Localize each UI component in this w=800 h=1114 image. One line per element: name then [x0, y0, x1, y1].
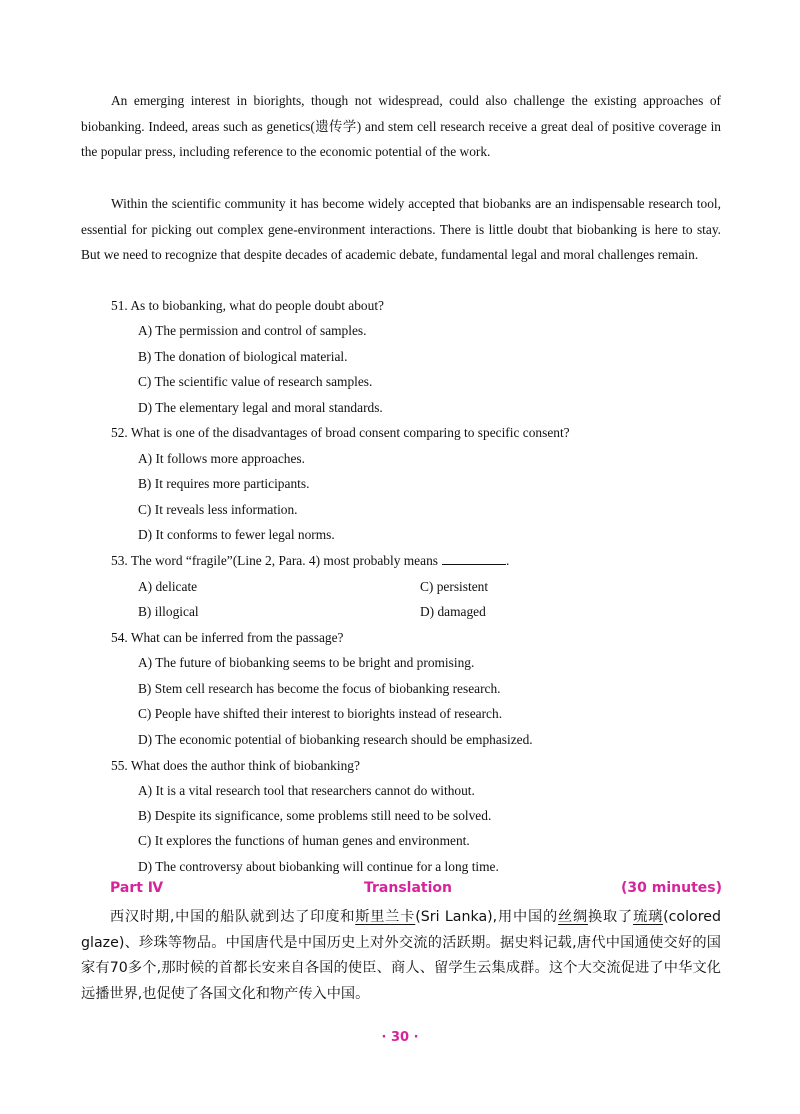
question-51-option-a[interactable]: A) The permission and control of samples.	[138, 323, 367, 338]
question-55-option-c[interactable]: C) It explores the functions of human genes and environment.	[138, 833, 470, 848]
translation-underlined-term-2: 丝绸	[558, 909, 589, 925]
translation-underlined-term-3: 琉璃	[633, 909, 664, 925]
part-title: Translation	[364, 880, 452, 896]
answer-blank	[442, 552, 506, 565]
question-52-option-a[interactable]: A) It follows more approaches.	[138, 451, 305, 466]
translation-segment-1: 西汉时期,中国的船队就到达了印度和	[109, 909, 356, 925]
translation-segment-2: (Sri Lanka),用中国的	[415, 909, 559, 925]
question-53-stem-text: 53. The word “fragile”(Line 2, Para. 4) most probably means	[111, 553, 438, 568]
question-52-option-c[interactable]: C) It reveals less information.	[138, 502, 298, 517]
question-52-stem: 52. What is one of the disadvantages of broad consent comparing to specific consent?	[111, 425, 570, 440]
question-51-stem: 51. As to biobanking, what do people doubt about?	[111, 298, 384, 313]
question-53-option-a[interactable]: A) delicate	[138, 579, 198, 594]
question-55-option-a[interactable]: A) It is a vital research tool that researchers cannot do without.	[138, 783, 475, 798]
question-53-option-b[interactable]: B) illogical	[138, 604, 199, 619]
question-55-option-b[interactable]: B) Despite its significance, some problems still need to be solved.	[138, 808, 492, 823]
question-53-option-d[interactable]: D) damaged	[420, 604, 486, 619]
part-iv-header	[110, 880, 722, 902]
question-52-option-d[interactable]: D) It conforms to fewer legal norms.	[138, 527, 335, 542]
passage-paragraph-2-text: Within the scientific community it has become widely accepted that biobanks are an indispensable research tool, essential for picking out complex gene-environment interactions. There is little doubt that biobanking is here to stay. But we need to recognize that despite decades of academic debate, fundamental legal and moral challenges remain.	[81, 196, 721, 263]
translation-segment-4: (colored glaze)、珍珠等物品。中国唐代是中国历史上对外交流的活跃期。据史料记载,唐代中国通使交好的国家有70多个,那时候的首都长安来自各国的使臣、商人、留学生云集成群。这个大交流促进了中华文化远播世界,也促使了各国文化和物产传入中国。	[81, 909, 721, 1002]
question-53-stem	[111, 551, 509, 571]
question-52-option-b[interactable]: B) It requires more participants.	[138, 476, 310, 491]
passage-paragraph-1	[81, 88, 721, 165]
passage-paragraph-1-text: An emerging interest in biorights, though not widespread, could also challenge the existing approaches of biobanking. Indeed, areas such as genetics(遗传学) and stem cell research receive a great deal of positive coverage in the popular press, including reference to the economic potential of the work.	[81, 93, 721, 160]
part-time: (30 minutes)	[621, 880, 722, 896]
question-55-stem: 55. What does the author think of biobanking?	[111, 758, 360, 773]
question-51-option-b[interactable]: B) The donation of biological material.	[138, 349, 348, 364]
question-54-option-a[interactable]: A) The future of biobanking seems to be bright and promising.	[138, 655, 475, 670]
question-55-option-d[interactable]: D) The controversy about biobanking will continue for a long time.	[138, 859, 499, 874]
translation-paragraph	[81, 905, 721, 1007]
question-54-option-b[interactable]: B) Stem cell research has become the focus of biobanking research.	[138, 681, 501, 696]
passage-paragraph-2	[81, 191, 721, 268]
question-51-option-d[interactable]: D) The elementary legal and moral standards.	[138, 400, 383, 415]
part-label: Part Ⅳ	[110, 880, 164, 896]
page-number: · 30 ·	[381, 1030, 419, 1045]
question-51-option-c[interactable]: C) The scientific value of research samples.	[138, 374, 373, 389]
question-54-option-d[interactable]: D) The economic potential of biobanking research should be emphasized.	[138, 732, 533, 747]
question-53-option-c[interactable]: C) persistent	[420, 579, 489, 594]
question-53-stem-end: .	[505, 553, 510, 568]
question-54-stem: 54. What can be inferred from the passage?	[111, 630, 344, 645]
translation-underlined-term-1: 斯里兰卡	[355, 909, 416, 925]
translation-segment-3: 换取了	[588, 909, 634, 925]
question-54-option-c[interactable]: C) People have shifted their interest to biorights instead of research.	[138, 706, 503, 721]
